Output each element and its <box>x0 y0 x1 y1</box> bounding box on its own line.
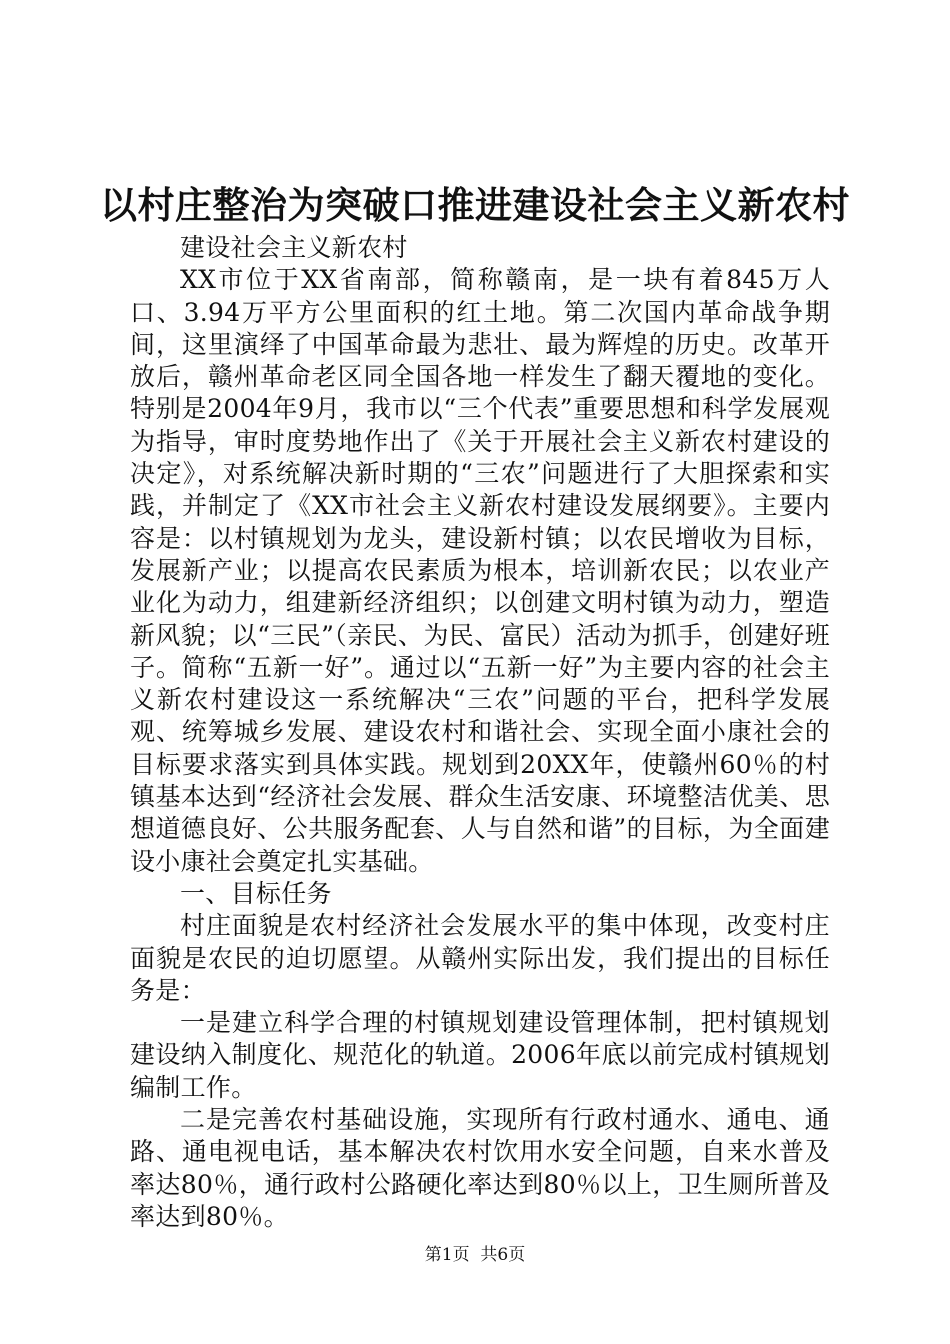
paragraph-goal-two: 二是完善农村基础设施，实现所有行政村通水、通电、通路、通电视电话，基本解决农村饮用水安全问题，自来水普及率达80％，通行政村公路硬化率达到80％以上，卫生厕所普及率达到80％。 <box>130 1105 830 1231</box>
page-footer <box>0 1244 950 1266</box>
section-heading-goals: 一、目标任务 <box>180 878 332 908</box>
page-number: 第1页 <box>424 1245 470 1265</box>
paragraph-goals-intro: 村庄面貌是农村经济社会发展水平的集中体现，改变村庄面貌是农民的迫切愿望。从赣州实际出发，我们提出的目标任务是： <box>130 911 830 1005</box>
paragraph-subtitle: 建设社会主义新农村 <box>180 233 408 262</box>
paragraph-goal-one: 一是建立科学合理的村镇规划建设管理体制，把村镇规划建设纳入制度化、规范化的轨道。2006年底以前完成村镇规划编制工作。 <box>130 1008 830 1102</box>
document-title: 以村庄整治为突破口推进建设社会主义新农村 <box>100 184 850 227</box>
document-body <box>130 232 830 1233</box>
page-total: 共6页 <box>480 1245 526 1265</box>
paragraph-introduction: XX市位于XX省南部，简称赣南，是一块有着845万人口、3.94万平方公里面积的红土地。第二次国内革命战争期间，这里演绎了中国革命最为悲壮、最为辉煌的历史。改革开放后，赣州革命老区同全国各地一样发生了翻天覆地的变化。特别是2004年9月，我市以“三个代表”重要思想和科学发展观为指导，审时度势地作出了《关于开展社会主义新农村建设的决定》，对系统解决新时期的“三农”问题进行了大胆探索和实践，并制定了《XX市社会主义新农村建设发展纲要》。主要内容是：以村镇规划为龙头，建设新村镇；以农民增收为目标，发展新产业；以提高农民素质为根本，培训新农民；以农业产业化为动力，组建新经济组织；以创建文明村镇为动力，塑造新风貌；以“三民”（亲民、为民、富民）活动为抓手，创建好班子。简称“五新一好”。通过以“五新一好”为主要内容的社会主义新农村建设这一系统解决“三农”问题的平台，把科学发展观、统筹城乡发展、建设农村和谐社会、实现全面小康社会的目标要求落实到具体实践。规划到20XX年，使赣州60％的村镇基本达到“经济社会发展、群众生活安康、环境整洁优美、思想道德良好、公共服务配套、人与自然和谐”的目标，为全面建设小康社会奠定扎实基础。 <box>130 265 830 876</box>
